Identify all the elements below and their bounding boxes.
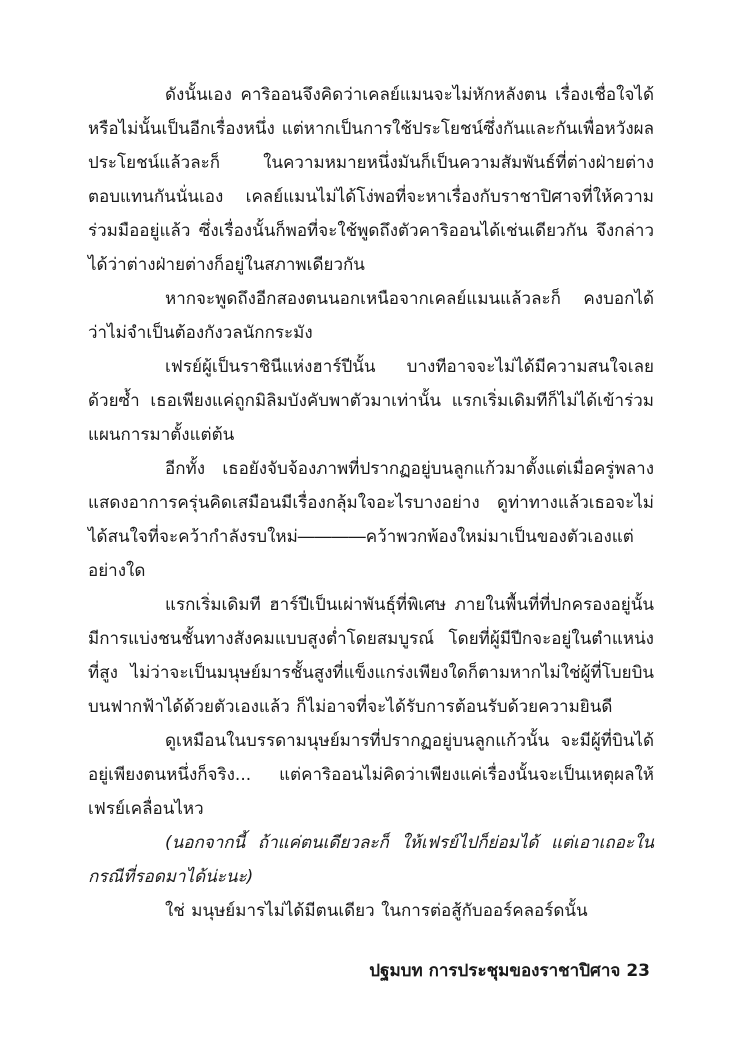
paragraph: ใช่ มนุษย์มารไม่ได้มีตนเดียว ในการต่อสู้กับออร์คลอร์ดนั้น <box>165 901 588 921</box>
paragraph: แรกเริ่มเดิมที ฮาร์ปีเป็นเผ่าพันธุ์ที่พิเศษ ภายในพื้นที่ที่ปกครองอยู่นั้น มีการแบ่งชนชั้นทางสังคมแบบสูงต่ำโดยสมบูรณ์ โดยที่ผู้มีปีกจะอยู่ในตำแหน่งที่สูง ไม่ว่าจะเป็นมนุษย์มารชั้นสูงที่แข็งแกร่งเพียงใดก็ตามหากไม่ใช่ผู้ที่โบยบินบนฟากฟ้าได้ด้วยตัวเองแล้ว ก็ไม่อาจที่จะได้รับการต้อนรับด้วยความยินดี <box>88 595 654 717</box>
running-footer <box>369 956 650 986</box>
body-text <box>88 78 654 928</box>
inner-thought-paragraph: (นอกจากนี้ ถ้าแค่ตนเดียวละก็ ให้เฟรย์ไปก็ย่อมได้ แต่เอาเถอะในกรณีที่รอดมาได้น่ะนะ) <box>88 833 654 887</box>
paragraph: อีกทั้ง เธอยังจับจ้องภาพที่ปรากฏอยู่บนลูกแก้วมาตั้งแต่เมื่อครู่พลางแสดงอาการครุ่นคิดเสมือนมีเรื่องกลุ้มใจอะไรบางอย่าง ดูท่าทางแล้วเธอจะไม่ได้สนใจที่จะคว้ากำลังรบใหม่――――คว้าพวกพ้องใหม่มาเป็นของตัวเองแต่อย่างใด <box>88 459 654 581</box>
paragraph: ดูเหมือนในบรรดามนุษย์มารที่ปรากฏอยู่บนลูกแก้วนั้น จะมีผู้ที่บินได้อยู่เพียงตนหนึ่งก็จริง... แต่คาริออนไม่คิดว่าเพียงแค่เรื่องนั้นจะเป็นเหตุผลให้เฟรย์เคลื่อนไหว <box>88 731 654 819</box>
paragraph: เฟรย์ผู้เป็นราชินีแห่งฮาร์ปีนั้น บางทีอาจจะไม่ได้มีความสนใจเลยด้วยซ้ำ เธอเพียงแค่ถูกมิลิมบังคับพาตัวมาเท่านั้น แรกเริ่มเดิมทีก็ไม่ได้เข้าร่วมแผนการมาตั้งแต่ต้น <box>88 357 654 445</box>
chapter-title: ปฐมบท การประชุมของราชาปิศาจ <box>369 961 621 981</box>
paragraph: ดังนั้นเอง คาริออนจึงคิดว่าเคลย์แมนจะไม่หักหลังตน เรื่องเชื่อใจได้หรือไม่นั้นเป็นอีกเรื่องหนึ่ง แต่หากเป็นการใช้ประโยชน์ซึ่งกันและกันเพื่อหวังผลประโยชน์แล้วละก็ ในความหมายหนึ่งมันก็เป็นความสัมพันธ์ที่ต่างฝ่ายต่างตอบแทนกันนั่นเอง เคลย์แมนไม่ได้โง่พอที่จะหาเรื่องกับราชาปิศาจที่ให้ความร่วมมืออยู่แล้ว ซึ่งเรื่องนั้นก็พอที่จะใช้พูดถึงตัวคาริออนได้เช่นเดียวกัน จึงกล่าวได้ว่าต่างฝ่ายต่างก็อยู่ในสภาพเดียวกัน <box>88 85 654 275</box>
page-number: 23 <box>626 961 650 981</box>
paragraph: หากจะพูดถึงอีกสองตนนอกเหนือจากเคลย์แมนแล้วละก็ คงบอกได้ว่าไม่จำเป็นต้องกังวลนักกระมัง <box>88 289 654 343</box>
